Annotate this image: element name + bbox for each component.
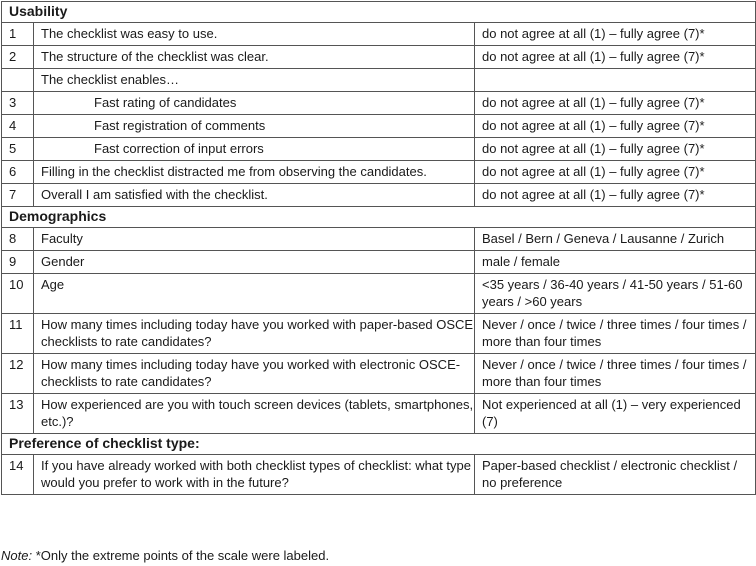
item-answer-options: Not experienced at all (1) – very experienced (7): [475, 394, 756, 434]
questionnaire-table: [1, 1, 756, 495]
item-answer-scale: do not agree at all (1) – fully agree (7)*: [475, 92, 756, 115]
item-number: 6: [2, 161, 34, 184]
table-row: [2, 251, 756, 274]
table-row: [2, 92, 756, 115]
item-question: The structure of the checklist was clear.: [34, 46, 475, 69]
item-number: 10: [2, 274, 34, 314]
item-number: 12: [2, 354, 34, 394]
item-number: 5: [2, 138, 34, 161]
item-question: How many times including today have you worked with paper-based OSCE checklists to rate candidates?: [34, 314, 475, 354]
item-answer-options: Never / once / twice / three times / four times / more than four times: [475, 314, 756, 354]
item-answer-options: <35 years / 36-40 years / 41-50 years / 51-60 years / >60 years: [475, 274, 756, 314]
note-label: Note:: [1, 548, 33, 563]
table-row: [2, 115, 756, 138]
item-question: Age: [34, 274, 475, 314]
item-answer-options: male / female: [475, 251, 756, 274]
item-answer-scale: do not agree at all (1) – fully agree (7)*: [475, 115, 756, 138]
section-header-demographics: [2, 207, 756, 228]
table-row: [2, 184, 756, 207]
item-answer-scale: [475, 69, 756, 92]
table-row: [2, 23, 756, 46]
item-question: Fast correction of input errors: [34, 138, 475, 161]
item-answer-scale: do not agree at all (1) – fully agree (7)*: [475, 23, 756, 46]
item-answer-options: Basel / Bern / Geneva / Lausanne / Zurich: [475, 228, 756, 251]
item-question: The checklist enables…: [34, 69, 475, 92]
item-number: 14: [2, 455, 34, 495]
item-question: If you have already worked with both checklist types of checklist: what type would you prefer to work with in the future?: [34, 455, 475, 495]
item-question: Fast registration of comments: [34, 115, 475, 138]
item-answer-scale: do not agree at all (1) – fully agree (7)*: [475, 138, 756, 161]
item-question: Gender: [34, 251, 475, 274]
section-header-preference: [2, 434, 756, 455]
section-title: Preference of checklist type:: [2, 434, 756, 455]
table-row: [2, 274, 756, 314]
item-answer-options: Paper-based checklist / electronic checklist / no preference: [475, 455, 756, 495]
table-row: [2, 394, 756, 434]
section-header-usability: [2, 2, 756, 23]
item-number: 4: [2, 115, 34, 138]
table-row: [2, 161, 756, 184]
table-row: [2, 455, 756, 495]
table-row: [2, 46, 756, 69]
table-row: [2, 228, 756, 251]
item-question: Overall I am satisfied with the checklist.: [34, 184, 475, 207]
item-number: 13: [2, 394, 34, 434]
table-row: [2, 69, 756, 92]
item-number: [2, 69, 34, 92]
item-number: 9: [2, 251, 34, 274]
item-question: Faculty: [34, 228, 475, 251]
item-number: 1: [2, 23, 34, 46]
item-answer-scale: do not agree at all (1) – fully agree (7)*: [475, 161, 756, 184]
item-question: Fast rating of candidates: [34, 92, 475, 115]
item-question: The checklist was easy to use.: [34, 23, 475, 46]
table-note: [1, 547, 329, 564]
item-answer-scale: do not agree at all (1) – fully agree (7)*: [475, 46, 756, 69]
item-answer-options: Never / once / twice / three times / four times / more than four times: [475, 354, 756, 394]
section-title: Demographics: [2, 207, 756, 228]
item-number: 3: [2, 92, 34, 115]
item-number: 8: [2, 228, 34, 251]
item-question: Filling in the checklist distracted me from observing the candidates.: [34, 161, 475, 184]
note-text: *Only the extreme points of the scale were labeled.: [32, 548, 330, 563]
table-row: [2, 314, 756, 354]
item-answer-scale: do not agree at all (1) – fully agree (7)*: [475, 184, 756, 207]
item-question: How experienced are you with touch screen devices (tablets, smartphones, etc.)?: [34, 394, 475, 434]
table-row: [2, 354, 756, 394]
item-number: 7: [2, 184, 34, 207]
item-question: How many times including today have you worked with electronic OSCE-checklists to rate candidates?: [34, 354, 475, 394]
table-row: [2, 138, 756, 161]
item-number: 2: [2, 46, 34, 69]
item-number: 11: [2, 314, 34, 354]
section-title: Usability: [2, 2, 756, 23]
